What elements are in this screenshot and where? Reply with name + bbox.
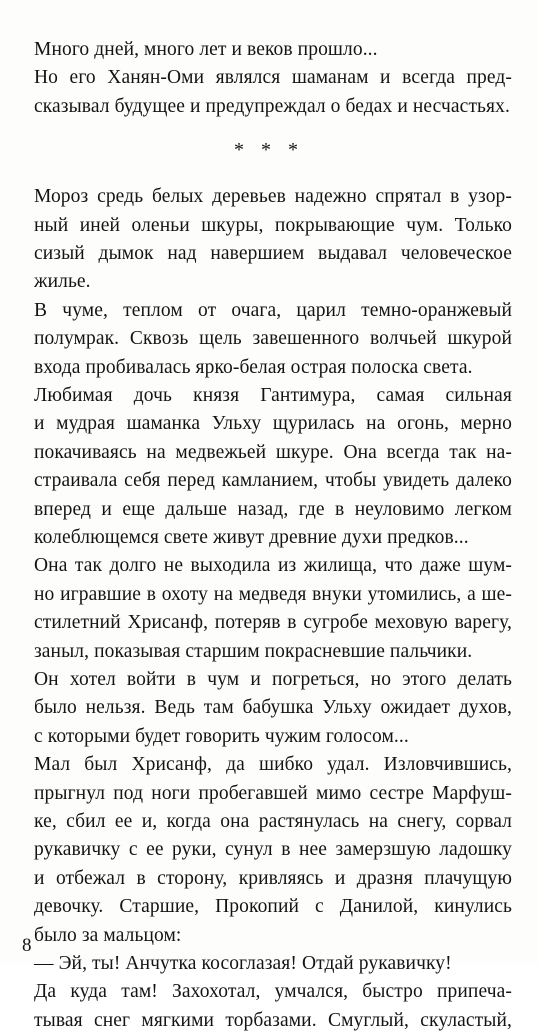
text-line: вперед и еще дальше назад, где в неуловимо легком	[34, 498, 512, 520]
text-line: с которыми будет говорить чужим голосом...	[34, 725, 409, 747]
text-line: сизый дымок над навершием выдавал человеческое	[34, 243, 512, 264]
text-line: но игравшие в охоту на медведя внуки утомились, а ше-	[34, 583, 512, 605]
section-separator: * * *	[234, 139, 304, 162]
text-line: и мудрая шаманка Ульху щурилась на огонь, мерно	[34, 413, 512, 435]
text-line: Много дней, много лет и веков прошло...	[34, 39, 378, 60]
text-line: Она так долго не выходила из жилища, что даже шум-	[34, 555, 512, 577]
text-line: Мороз средь белых деревьев надежно спрятал в узор-	[34, 186, 512, 208]
text-line: — Эй, ты! Анчутка косоглазая! Отдай рукавичку!	[34, 953, 452, 974]
text-line: было нельзя. Ведь там бабушка Ульху ожидает духов,	[34, 697, 512, 719]
text-line: покачиваясь на медвежьей шкуре. Она всегда так на-	[34, 441, 512, 463]
text-line: страивала себя перед камланием, чтобы увидеть далеко	[34, 470, 512, 492]
text-line: Да куда там! Захохотал, умчался, быстро припеча-	[34, 981, 512, 1003]
text-line: тывая снег мягкими торбазами. Смуглый, скуластый,	[34, 1009, 512, 1031]
text-line: прыгнул под ноги пробегавшей мимо сестре Марфуш-	[34, 782, 512, 804]
text-line: девочку. Старшие, Прокопий с Данилой, кинулись	[34, 896, 512, 918]
page-number: 8	[22, 935, 32, 956]
text-line: Мал был Хрисанф, да шибко удал. Изловчившись,	[34, 754, 512, 776]
text-line: В чуме, теплом от очага, царил темно-оранжевый	[34, 299, 512, 321]
text-line: ке, сбил ее и, когда она растянулась на снегу, сорвал	[34, 811, 512, 832]
text-line: Он хотел войти в чум и погреться, но этого делать	[34, 669, 512, 690]
text-line: входа пробивалась ярко-белая острая полоска света.	[34, 356, 473, 378]
text-line: жилье.	[34, 271, 91, 293]
text-line: было за мальцом:	[34, 924, 182, 946]
text-line: ный иней оленьи шкуры, покрывающие чум. Только	[34, 214, 512, 236]
text-line: сказывал будущее и предупреждал о бедах и несчастьях.	[34, 95, 510, 117]
text-line: рукавичку с ее руки, сунул в нее замерзшую ладошку	[34, 839, 512, 861]
text-line: и отбежал в сторону, кривляясь и дразня плачущую	[34, 867, 512, 889]
text-line: Но его Ханян-Оми являлся шаманам и всегда пред-	[34, 67, 512, 89]
text-line: колеблющемся свете живут древние духи предков...	[34, 527, 469, 548]
text-line: заныл, показывая старшим покрасневшие пальчики.	[34, 640, 473, 662]
text-line: стилетний Хрисанф, потеряв в сугробе меховую варегу,	[34, 612, 512, 634]
text-line: полумрак. Сквозь щель завешенного волчьей шкурой	[34, 328, 512, 350]
text-line: Любимая дочь князя Гантимура, самая сильная	[34, 385, 512, 406]
